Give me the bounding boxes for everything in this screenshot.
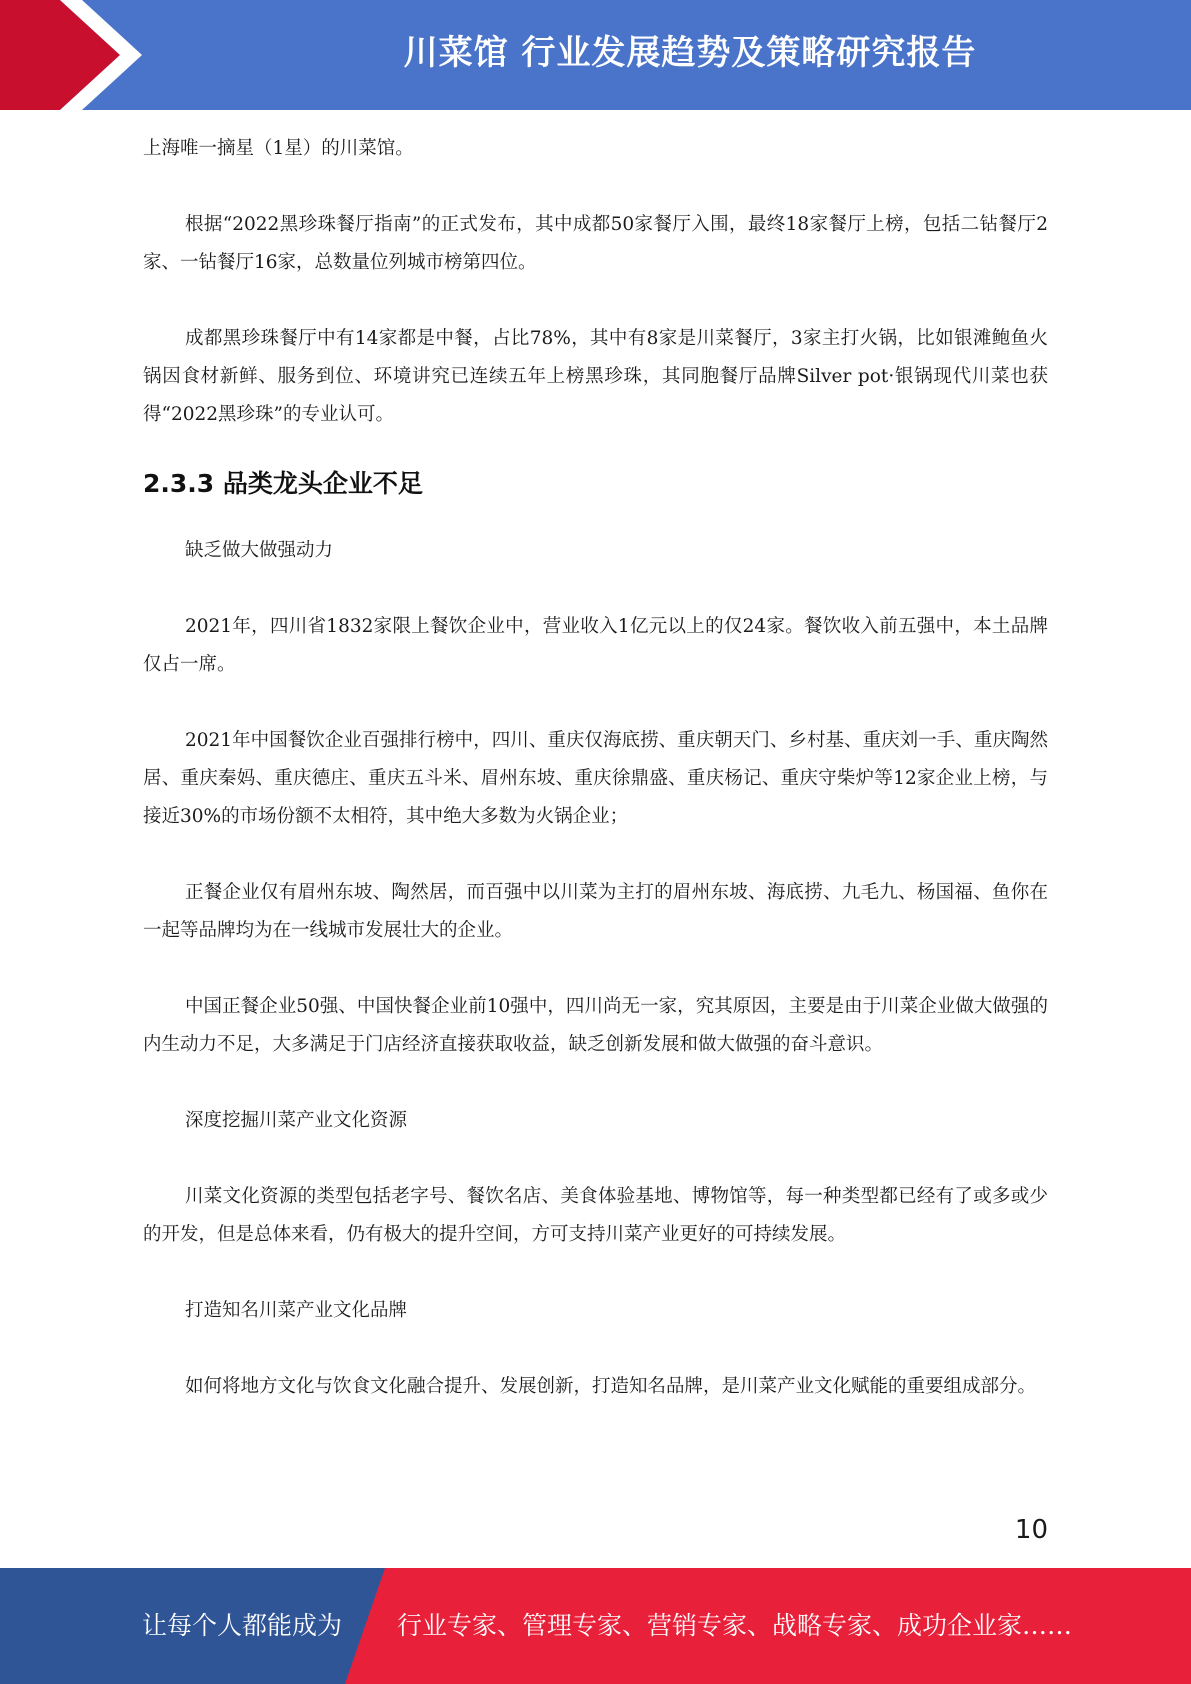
subheading: 打造知名川菜产业文化品牌 xyxy=(185,1300,408,1321)
footer-banner xyxy=(0,1568,1191,1684)
paragraph: 川菜文化资源的类型包括老字号、餐饮名店、美食体验基地、博物馆等，每一种类型都已经有了或多或少的开发，但是总体来看，仍有极大的提升空间，方可支持川菜产业更好的可持续发展。 xyxy=(143,1186,1048,1245)
footer-slogan-right: 行业专家、管理专家、营销专家、战略专家、成功企业家…… xyxy=(397,1611,1073,1640)
paragraph: 正餐企业仅有眉州东坡、陶然居，而百强中以川菜为主打的眉州东坡、海底捞、九毛九、杨国福、鱼你在一起等品牌均为在一线城市发展壮大的企业。 xyxy=(143,882,1048,941)
paragraph: 根据“2022黑珍珠餐厅指南”的正式发布，其中成都50家餐厅入围，最终18家餐厅上榜，包括二钻餐厅2家、一钻餐厅16家，总数量位列城市榜第四位。 xyxy=(143,214,1048,273)
paragraph: 上海唯一摘星（1星）的川菜馆。 xyxy=(143,138,414,159)
paragraph: 如何将地方文化与饮食文化融合提升、发展创新，打造知名品牌，是川菜产业文化赋能的重要组成部分。 xyxy=(185,1376,1037,1397)
subheading: 缺乏做大做强动力 xyxy=(185,540,334,561)
header-banner xyxy=(0,0,1191,110)
paragraph: 2021年中国餐饮企业百强排行榜中，四川、重庆仅海底捞、重庆朝天门、乡村基、重庆刘一手、重庆陶然居、重庆秦妈、重庆德庄、重庆五斗米、眉州东坡、重庆徐鼎盛、重庆杨记、重庆守柴炉等12家企业上榜，与接近30%的市场份额不太相符，其中绝大多数为火锅企业； xyxy=(143,730,1048,827)
section-heading: 2.3.3 品类龙头企业不足 xyxy=(143,469,423,498)
paragraph: 成都黑珍珠餐厅中有14家都是中餐，占比78%，其中有8家是川菜餐厅，3家主打火锅，比如银滩鲍鱼火锅因食材新鲜、服务到位、环境讲究已连续五年上榜黑珍珠，其同胞餐厅品牌Silver pot·银锅现代川菜也获得“2022黑珍珠”的专业认可。 xyxy=(143,328,1048,425)
footer-slogan-left: 让每个人都能成为 xyxy=(142,1611,343,1640)
paragraph: 中国正餐企业50强、中国快餐企业前10强中，四川尚无一家，究其原因，主要是由于川菜企业做大做强的内生动力不足，大多满足于门店经济直接获取收益，缺乏创新发展和做大做强的奋斗意识。 xyxy=(143,996,1048,1055)
header-arrow-decoration xyxy=(0,0,160,110)
page-number: 10 xyxy=(1014,1515,1048,1545)
paragraph: 2021年，四川省1832家限上餐饮企业中，营业收入1亿元以上的仅24家。餐饮收入前五强中，本土品牌仅占一席。 xyxy=(143,616,1048,675)
subheading: 深度挖掘川菜产业文化资源 xyxy=(185,1110,408,1131)
report-title: 川菜馆 行业发展趋势及策略研究报告 xyxy=(403,33,977,73)
page-content xyxy=(143,130,1048,1406)
